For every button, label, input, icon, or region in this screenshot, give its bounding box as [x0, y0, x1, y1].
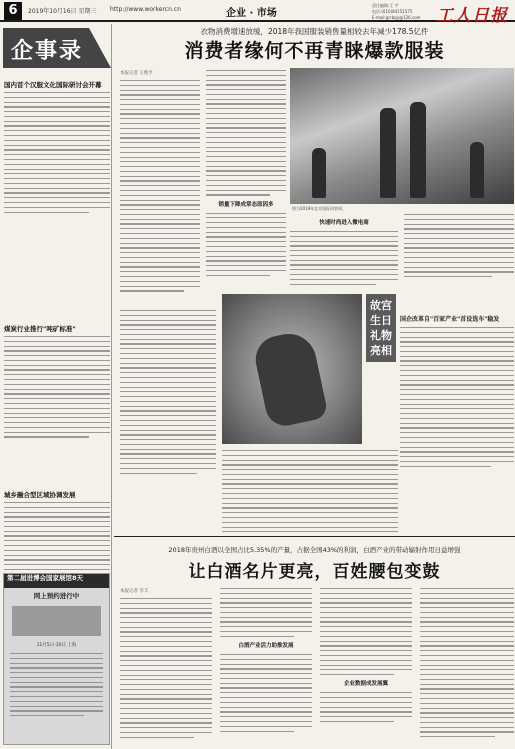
article2-text [222, 450, 398, 541]
model-figure [380, 108, 396, 198]
article3-column-3 [320, 588, 412, 726]
main-area [114, 24, 515, 749]
issue-date: 2019年10月16日 星期三 [28, 8, 97, 15]
article1-column-2 [206, 70, 286, 279]
newspaper-masthead: 工人日报 [436, 6, 508, 26]
article2-box [400, 314, 514, 470]
fashion-week-photo[interactable] [290, 68, 514, 204]
article1-column-3 [290, 214, 398, 288]
page-number: 6 [4, 2, 22, 20]
article3-column-1 [120, 598, 212, 741]
page-header [0, 0, 515, 26]
ad-subtitle: 网上预约进行中 [33, 592, 80, 600]
article1-byline: 本报记者 王维亨 [120, 71, 153, 76]
section-divider [114, 536, 515, 537]
jade-artifact [251, 329, 328, 430]
article3-column-4 [420, 588, 514, 741]
article3-byline: 本报记者 李丰 [120, 589, 149, 594]
article1-headline[interactable]: 消费者缘何不再青睐爆款服装 [184, 40, 445, 62]
article2-box-title[interactable]: 国企改革自"百家产业"首设选车"稳发 [400, 316, 500, 323]
website-link[interactable]: http://www.workercn.cn [110, 6, 181, 13]
article1-subhead-2: 快速时尚进入微电商 [319, 220, 369, 226]
editor-info: 责任编辑:王 宇 电话:(010)84151575 E-mail:grrbqy@126.com [372, 3, 421, 20]
model-figure [410, 102, 426, 198]
ad-body [4, 649, 109, 724]
section-title: 企业 · 市场 [226, 8, 277, 19]
article2-vertical-title[interactable]: 故宫生日礼物亮相 [366, 294, 396, 362]
ad-title: 第二届进博会国家展馆8天 [4, 574, 109, 588]
ad-image [12, 606, 101, 636]
article1-column-5 [120, 310, 216, 477]
article3-subhead-1: 白酒产业活力助推发展 [238, 643, 294, 649]
article1-column-4 [404, 214, 514, 281]
brief-title-2[interactable]: 煤炭行业推行"吨矿标准" [4, 325, 76, 333]
audience-figure [470, 142, 484, 198]
article3-column-2 [220, 588, 312, 735]
audience-figure [312, 148, 326, 198]
article1-subtitle: 衣物消费增速放缓，2018年我国服装销售量相较去年减少178.5亿件 [200, 27, 429, 36]
sidebar-banner [3, 28, 111, 68]
ad-date: 11月5日-10日 上海 [36, 643, 77, 648]
brief-title-3[interactable]: 城乡融合型区域协调发展 [4, 491, 76, 499]
banner-corner [89, 28, 111, 68]
article3-headline[interactable]: 让白酒名片更亮，百姓腰包变鼓 [188, 562, 441, 582]
article3-subtitle: 2018年贵州白酒以全国占比5.35%的产量，占据全国43%的利润，白酒产业的带动辐射作用日益增强 [168, 546, 461, 554]
article3-subhead-2: 企业数据成发展翼 [343, 681, 388, 688]
expo-advertisement[interactable] [3, 573, 110, 745]
brief-body-2 [4, 336, 110, 441]
brief-title-1[interactable]: 国内首个汉服文化国际研讨会开幕 [4, 81, 102, 89]
article1-column-1 [120, 80, 200, 295]
sidebar-banner-label: 企事录 [11, 38, 84, 64]
article1-subhead-1: 销量下降成常态原因多 [218, 201, 274, 208]
brief-body-1 [4, 92, 110, 216]
photo-caption: 图为2019年北京国际时装周。 [292, 206, 347, 211]
palace-gift-photo[interactable] [222, 294, 362, 444]
